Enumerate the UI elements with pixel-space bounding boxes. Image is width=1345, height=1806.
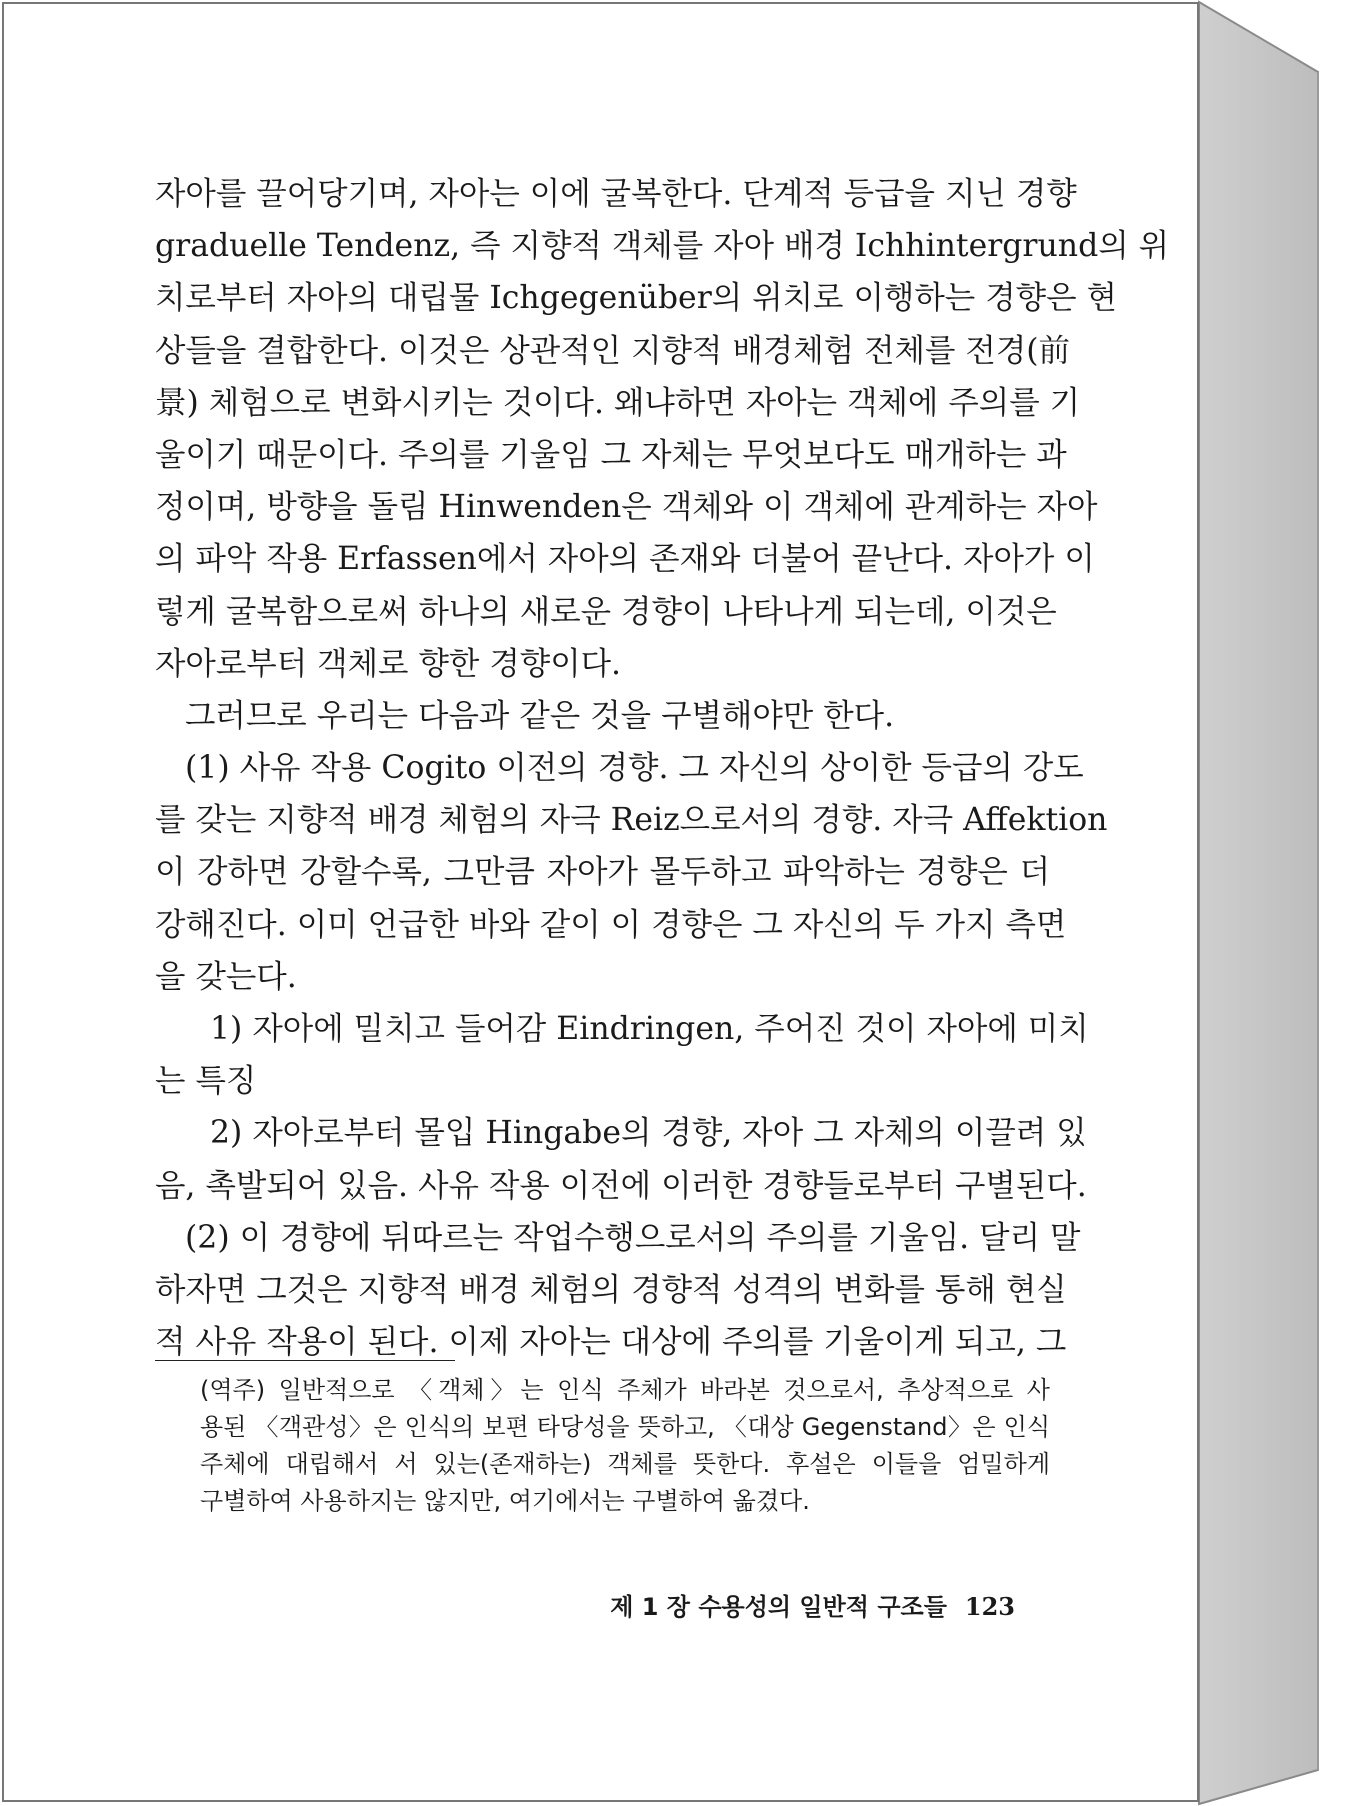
body-text-line: 정이며, 방향을 돌림 Hinwenden은 객체와 이 객체에 관계하는 자아 [155,489,1098,526]
footnote-text-line: 용된 〈객관성〉은 인식의 보편 타당성을 뜻하고, 〈대상 Gegenstand〉은 인식 [200,1413,1050,1441]
body-text-line: 상들을 결합한다. 이것은 상관적인 지향적 배경체험 전체를 전경(前 [155,332,1071,369]
body-text-line: 이 강하면 강할수록, 그만큼 자아가 몰두하고 파악하는 경향은 더 [155,854,1050,891]
body-text-line: 적 사유 작용이 된다. 이제 자아는 대상에 주의를 기울이게 되고, 그 [155,1324,1067,1361]
body-text-line: 1) 자아에 밀치고 들어감 Eindringen, 주어진 것이 자아에 미치 [210,1011,1089,1047]
body-text-line: 자아로부터 객체로 향한 경향이다. [155,645,622,682]
page-number: 123 [964,1592,1015,1621]
body-text-line: 를 갖는 지향적 배경 체험의 자극 Reiz으로서의 경향. 자극 Affektion [155,802,1108,839]
body-text-line: 음, 촉발되어 있음. 사유 작용 이전에 이러한 경향들로부터 구별된다. [155,1167,1087,1204]
body-text-line: 자아를 끌어당기며, 자아는 이에 굴복한다. 단계적 등급을 지닌 경향 [155,176,1077,212]
body-text-line: 렇게 굴복함으로써 하나의 새로운 경향이 나타나게 되는데, 이것은 [155,593,1057,630]
footnote-section [200,1372,1050,1520]
body-text-line: 그러므로 우리는 다음과 같은 것을 구별해야만 한다. [185,697,895,734]
body-text-line: 강해진다. 이미 언급한 바와 같이 이 경향은 그 자신의 두 가지 측면 [155,906,1067,943]
footnote-text-line: 구별하여 사용하지는 않지만, 여기에서는 구별하여 옮겼다. [200,1487,810,1515]
footnote-text-line: 주체에 대립해서 서 있는(존재하는) 객체를 뜻한다. 후설은 이들을 엄밀하게 [200,1450,1050,1478]
body-text-line: 는 특징 [155,1063,257,1100]
body-text-line: (1) 사유 작용 Cogito 이전의 경향. 그 자신의 상이한 등급의 강도 [185,750,1084,787]
body-text-line: 하자면 그것은 지향적 배경 체험의 경향적 성격의 변화를 통해 현실 [155,1271,1067,1308]
footnote-divider [155,1360,455,1361]
body-text-line: 景) 체험으로 변화시키는 것이다. 왜냐하면 자아는 객체에 주의를 기 [155,384,1081,421]
body-text-line: (2) 이 경향에 뒤따르는 작업수행으로서의 주의를 기울임. 달리 말 [185,1219,1081,1256]
main-text-body [155,168,1170,1368]
body-text-line: 치로부터 자아의 대립물 Ichgegenüber의 위치로 이행하는 경향은 현 [155,280,1117,317]
running-footer [560,1590,1015,1624]
footer-chapter-title: 제 1 장 수용성의 일반적 구조들 [610,1593,947,1621]
footnote-text-line: (역주) 일반적으로 〈객체〉는 인식 주체가 바라본 것으로서, 추상적으로 사 [200,1376,1050,1404]
body-text-line: 2) 자아로부터 몰입 Hingabe의 경향, 자아 그 자체의 이끌려 있 [210,1115,1087,1152]
body-text-line: 을 갖는다. [155,958,297,995]
body-text-line: 의 파악 작용 Erfassen에서 자아의 존재와 더불어 끝난다. 자아가 이 [155,541,1095,578]
body-text-line: 울이기 때문이다. 주의를 기울임 그 자체는 무엇보다도 매개하는 과 [155,436,1067,473]
body-text-line: graduelle Tendenz, 즉 지향적 객체를 자아 배경 Ichhintergrund의 위 [155,228,1170,265]
